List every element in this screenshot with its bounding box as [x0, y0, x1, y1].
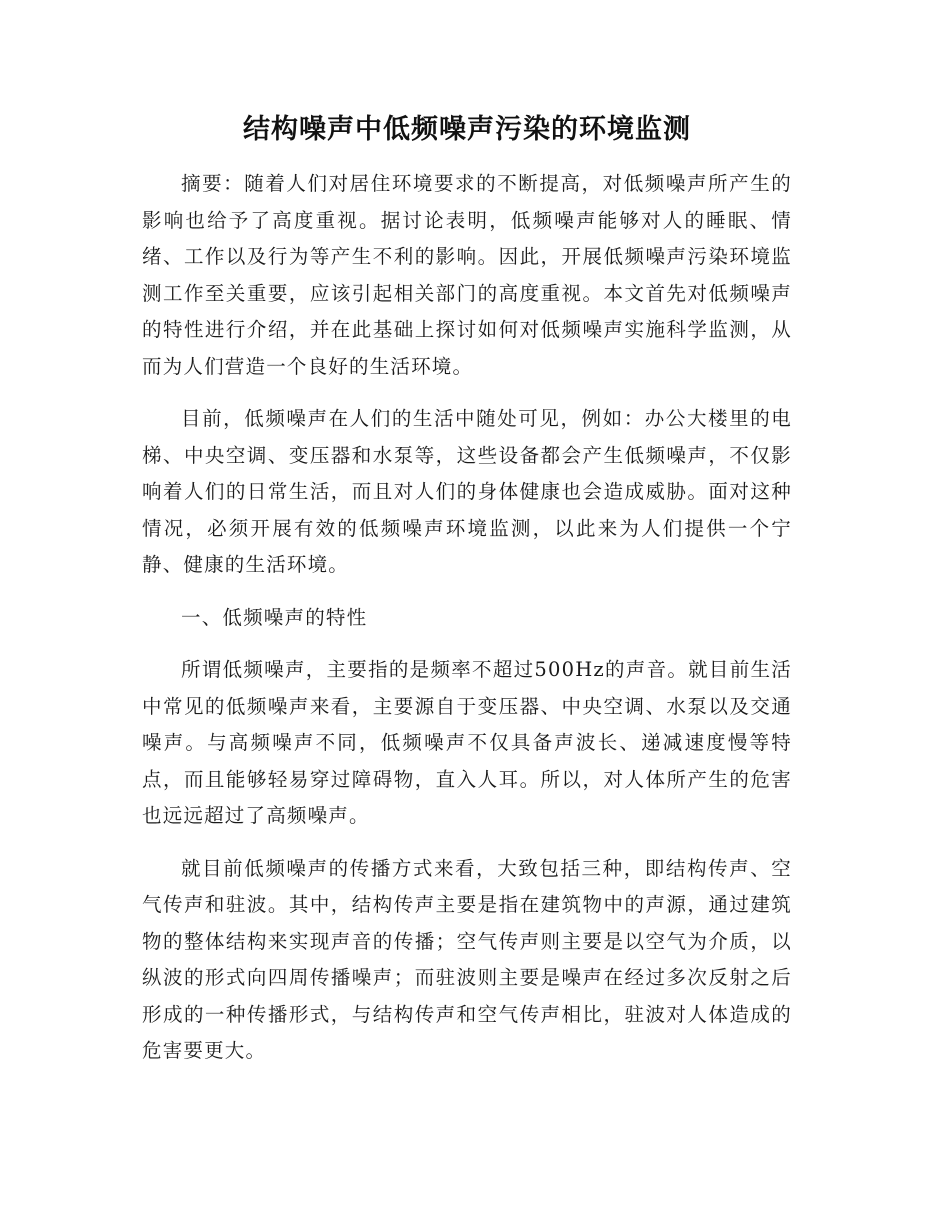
- document-body: [142, 108, 792, 1086]
- body-paragraph: 就目前低频噪声的传播方式来看，大致包括三种，即结构传声、空气传声和驻波。其中，结构传声主要是指在建筑物中的声源，通过建筑物的整体结构来实现声音的传播；空气传声则主要是以空气为介质，以纵波的形式向四周传播噪声；而驻波则主要是噪声在经过多次反射之后形成的一种传播形式，与结构传声和空气传声相比，驻波对人体造成的危害要更大。: [142, 856, 792, 1062]
- intro-paragraph: 目前，低频噪声在人们的生活中随处可见，例如：办公大楼里的电梯、中央空调、变压器和水泵等，这些设备都会产生低频噪声，不仅影响着人们的日常生活，而且对人们的身体健康也会造成威胁。面对这种情况，必须开展有效的低频噪声环境监测，以此来为人们提供一个宁静、健康的生活环境。: [142, 407, 792, 576]
- body-paragraph: 所谓低频噪声，主要指的是频率不超过500Hz的声音。就目前生活中常见的低频噪声来看，主要源自于变压器、中央空调、水泵以及交通噪声。与高频噪声不同，低频噪声不仅具备声波长、递减速度慢等特点，而且能够轻易穿过障碍物，直入人耳。所以，对人体所产生的危害也远远超过了高频噪声。: [142, 658, 792, 827]
- document-title: 结构噪声中低频噪声污染的环境监测: [243, 114, 691, 145]
- abstract-paragraph: 摘要：随着人们对居住环境要求的不断提高，对低频噪声所产生的影响也给予了高度重视。据讨论表明，低频噪声能够对人的睡眠、情绪、工作以及行为等产生不利的影响。因此，开展低频噪声污染环境监测工作至关重要，应该引起相关部门的高度重视。本文首先对低频噪声的特性进行介绍，并在此基础上探讨如何对低频噪声实施科学监测，从而为人们营造一个良好的生活环境。: [142, 172, 792, 378]
- section-heading: 一、低频噪声的特性: [181, 605, 368, 629]
